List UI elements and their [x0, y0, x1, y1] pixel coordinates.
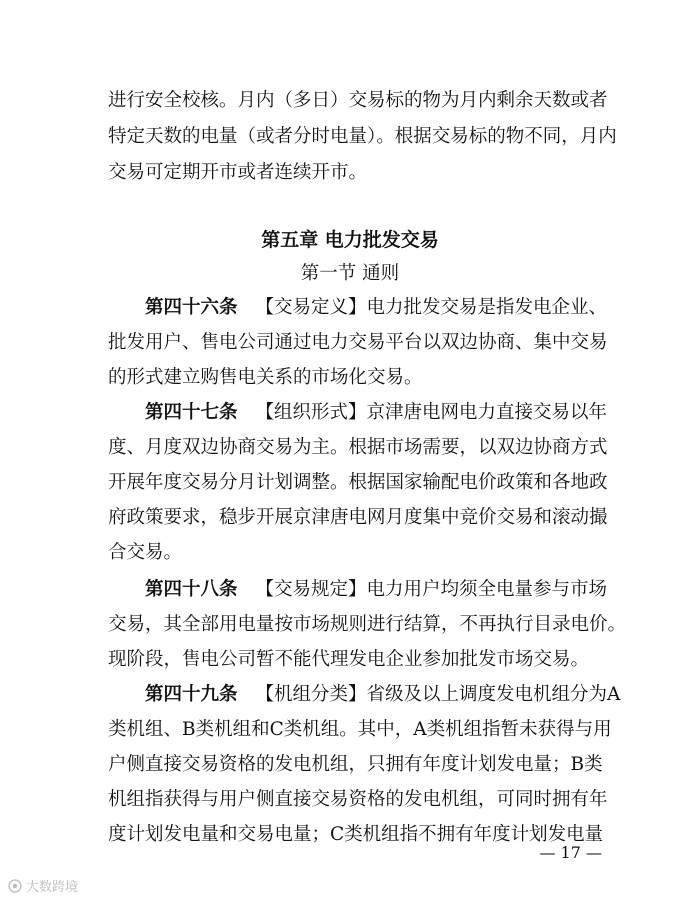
article-number: 第四十七条	[145, 402, 238, 423]
watermark-text: 大数跨境	[26, 880, 79, 895]
article-number: 第四十八条	[145, 579, 238, 600]
watermark-logo-icon	[8, 879, 22, 893]
article-line: 开展年度交易分月计划调整。根据国家输配电价政策和各地政	[108, 472, 608, 493]
article-first-line	[145, 295, 608, 321]
intro-line: 进行安全校核。月内（多日）交易标的物为月内剩余天数或者	[108, 90, 608, 111]
article-line: 户侧直接交易资格的发电机组，只拥有年度计划发电量；B类	[108, 754, 603, 775]
article-text: 【组织形式】京津唐电网电力直接交易以年	[255, 402, 608, 423]
article-line: 机组指获得与用户侧直接交易资格的发电机组，可同时拥有年	[108, 789, 608, 810]
article-first-line	[145, 682, 621, 708]
article-text: 【交易规定】电力用户均须全电量参与市场	[255, 579, 608, 600]
article-number: 第四十九条	[145, 684, 238, 705]
article-line: 合交易。	[108, 542, 183, 563]
intro-line: 特定天数的电量（或者分时电量）。根据交易标的物不同，月内	[108, 126, 617, 147]
article-line: 度计划发电量和交易电量；C类机组指不拥有年度计划发电量	[108, 824, 604, 845]
watermark	[8, 876, 78, 895]
article-text: 【机组分类】省级及以上调度发电机组分为A	[255, 684, 621, 705]
section-title: 第一节 通则	[300, 263, 400, 284]
article-line: 现阶段，售电公司暂不能代理发电企业参加批发市场交易。	[108, 649, 590, 670]
page-number: — 17 —	[539, 843, 602, 862]
article-first-line	[145, 400, 608, 426]
chapter-title: 第五章 电力批发交易	[261, 229, 439, 251]
article-line: 度、月度双边协商交易为主。根据市场需要，以双边协商方式	[108, 437, 608, 458]
article-line: 类机组、B类机组和C类机组。其中，A类机组指暂未获得与用	[108, 719, 612, 740]
article-line: 批发用户、售电公司通过电力交易平台以双边协商、集中交易	[108, 332, 608, 353]
article-first-line	[145, 577, 608, 603]
article-line: 交易，其全部用电量按市场规则进行结算，不再执行目录电价。	[108, 614, 627, 635]
article-line: 府政策要求，稳步开展京津唐电网月度集中竞价交易和滚动撮	[108, 507, 608, 528]
intro-line: 交易可定期开市或者连续开市。	[108, 162, 368, 183]
article-text: 【交易定义】电力批发交易是指发电企业、	[255, 297, 608, 318]
article-number: 第四十六条	[145, 297, 238, 318]
article-line: 的形式建立购售电关系的市场化交易。	[108, 367, 423, 388]
